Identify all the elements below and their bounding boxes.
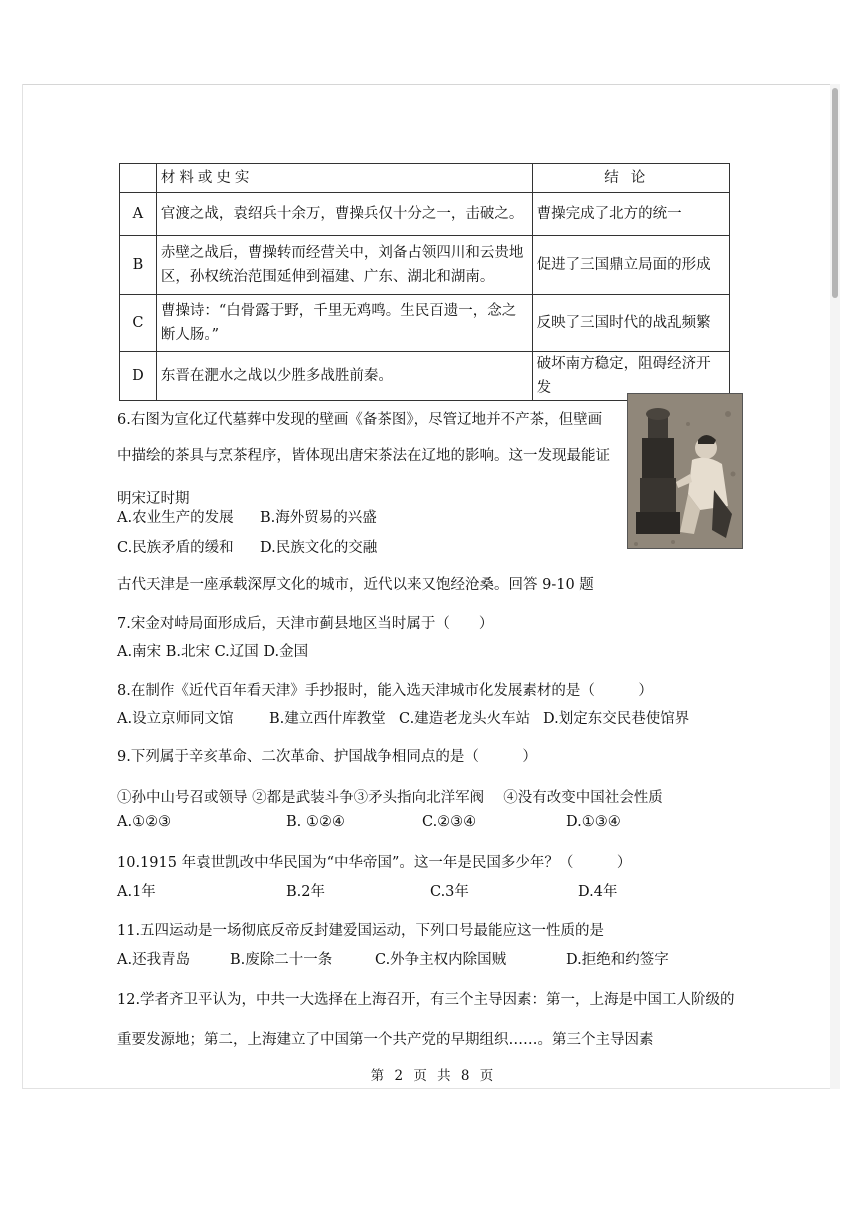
page-edge-top (22, 84, 834, 85)
q11-stem: 11.五四运动是一场彻底反帝反封建爱国运动，下列口号最能应这一性质的是 (117, 923, 605, 939)
q8-stem: 8.在制作《近代百年看天津》手抄报时，能入选天津城市化发展素材的是（ ） (117, 683, 653, 699)
q6-stem-line3: 明宋辽时期 (117, 491, 190, 507)
q9-stem: 9.下列属于辛亥革命、二次革命、护国战争相同点的是（ ） (117, 749, 537, 765)
q9-option-a: A.①②③ (117, 814, 172, 830)
row-material-line: 区，孙权统治范围延伸到福建、广东、湖北和湖南。 (160, 269, 495, 285)
row-conclusion: 曹操完成了北方的统一 (532, 193, 729, 236)
q12-stem-line2: 重要发源地；第二，上海建立了中国第一个共产党的早期组织……。第三个主导因素 (117, 1032, 654, 1048)
q8-option-d: D.划定东交民巷使馆界 (543, 711, 690, 727)
row-material-line: 曹操诗：“白骨露于野，千里无鸡鸣。生民百遗一，念之 (160, 303, 517, 319)
q12-stem-line1: 12.学者齐卫平认为，中共一大选择在上海召开，有三个主导因素：第一，上海是中国工人阶级的 (117, 992, 735, 1008)
header-label-cell (120, 164, 157, 193)
q7-options: A.南宋 B.北宋 C.辽国 D.金国 (117, 644, 309, 660)
row-conclusion: 破坏南方稳定，阻碍经济开发 (532, 352, 729, 401)
row-label: C (120, 295, 157, 352)
page-footer: 第 2 页 共 8 页 (370, 1068, 497, 1084)
row-conclusion: 促进了三国鼎立局面的形成 (532, 236, 729, 295)
row-label: A (120, 193, 157, 236)
row-material-line: 赤壁之战后，曹操转而经营关中，刘备占领四川和云贵地 (160, 245, 524, 261)
q8-option-c: C.建造老龙头火车站 (399, 711, 531, 727)
q10-stem: 10.1915 年袁世凯改中华民国为“中华帝国”。这一年是民国多少年？（ ） (117, 855, 632, 871)
header-conclusion-cell: 结论 (532, 164, 729, 193)
q9-option-c: C.②③④ (422, 814, 477, 830)
q8-option-b: B.建立西什库教堂 (269, 711, 386, 727)
row-material: 官渡之战，袁绍兵十余万，曹操兵仅十分之一，击破之。 (156, 193, 532, 236)
q11-option-d: D.拒绝和约签字 (566, 952, 669, 968)
table-row (120, 295, 730, 352)
header-material-cell: 材料或史实 (156, 164, 532, 193)
mural-painting-image (627, 393, 743, 549)
q6-stem-line1: 6.右图为宣化辽代墓葬中发现的壁画《备茶图》，尽管辽地并不产茶，但壁画 (117, 412, 603, 428)
q6-option-d: D.民族文化的交融 (260, 540, 378, 556)
q10-option-c: C.3年 (430, 884, 469, 900)
q9-option-d: D.①③④ (566, 814, 621, 830)
row-material-line: 断人肠。” (160, 327, 219, 343)
row-conclusion: 反映了三国时代的战乱频繁 (532, 295, 729, 352)
row-label: D (120, 352, 157, 401)
q6-stem-line2: 中描绘的茶具与烹茶程序，皆体现出唐宋茶法在辽地的影响。这一发现最能证 (117, 448, 610, 464)
row-material (156, 295, 532, 352)
q6-option-b: B.海外贸易的兴盛 (260, 510, 377, 526)
row-label: B (120, 236, 157, 295)
q8-option-a: A.设立京师同文馆 (117, 711, 234, 727)
q7-stem: 7.宋金对峙局面形成后，天津市蓟县地区当时属于（ ） (117, 616, 494, 632)
q9-items: ①孙中山号召或领导 ②都是武装斗争③矛头指向北洋军阀 ④没有改变中国社会性质 (117, 790, 663, 806)
page-edge-bottom (22, 1088, 834, 1089)
q10-option-d: D.4年 (578, 884, 618, 900)
table-header-row (120, 164, 730, 193)
table-row (120, 236, 730, 295)
history-conclusion-table (119, 163, 730, 401)
q11-option-c: C.外争主权内除国贼 (375, 952, 507, 968)
row-material: 东晋在淝水之战以少胜多战胜前秦。 (156, 352, 532, 401)
mural-painting-icon (628, 394, 742, 548)
q11-option-a: A.还我青岛 (117, 952, 191, 968)
row-material (156, 236, 532, 295)
intro-questions-9-10: 古代天津是一座承载深厚文化的城市，近代以来又饱经沧桑。回答 9-10 题 (117, 577, 594, 593)
q11-option-b: B.废除二十一条 (230, 952, 333, 968)
page-edge-left (22, 84, 23, 1089)
q10-option-b: B.2年 (286, 884, 325, 900)
q6-option-a: A.农业生产的发展 (117, 510, 234, 526)
scrollbar-thumb[interactable] (832, 88, 838, 298)
table-row (120, 193, 730, 236)
q10-option-a: A.1年 (117, 884, 156, 900)
q6-option-c: C.民族矛盾的缓和 (117, 540, 234, 556)
q9-option-b: B. ①②④ (286, 814, 345, 830)
